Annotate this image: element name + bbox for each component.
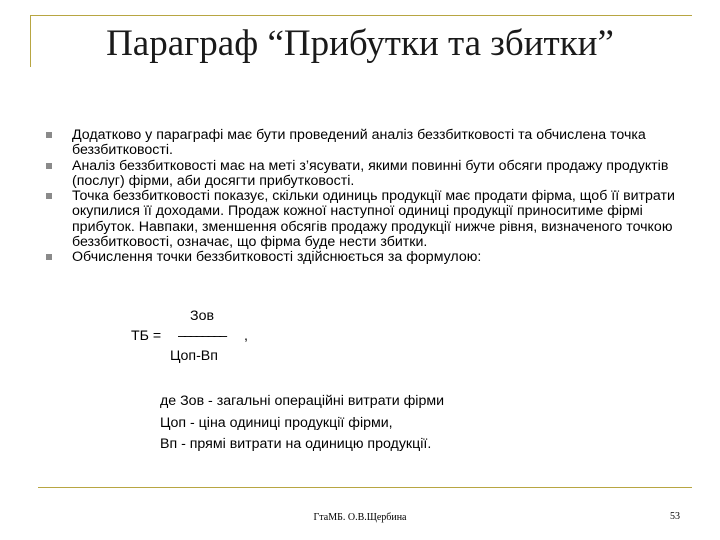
bullet-square-icon xyxy=(46,163,52,169)
definition-line: Вп - прямі витрати на одиницю продукції. xyxy=(160,436,432,452)
bullet-square-icon xyxy=(46,193,52,199)
formula-fraction-bar: –––––––– xyxy=(178,328,226,344)
bullet-list xyxy=(46,128,686,266)
definition-line: де Зов - загальні операційні витрати фірми xyxy=(160,393,445,409)
top-horizontal-rule xyxy=(30,15,692,16)
formula-definitions xyxy=(160,391,444,456)
bullet-text: Аналіз беззбитковості має на меті з’ясувати, якими повинні бути обсяги продажу продуктів (послуг) фірми, аби досягти прибутковості. xyxy=(72,157,669,189)
bullet-item xyxy=(46,159,686,190)
bullet-item xyxy=(46,189,686,250)
formula-lhs: ТБ = xyxy=(131,328,162,344)
bullet-text: Точка беззбитковості показує, скільки одиниць продукції має продати фірма, щоб її витрати окупилися її доходами. Продаж кожної наступної одиниці продукції приноситиме фірмі прибуток. Навпаки, зменшення обсягів продажу продукції нижче рівня, визначеного точкою беззбитковості, означає, що фірма буде нести збитки. xyxy=(72,188,675,251)
bullet-item xyxy=(46,128,686,159)
bullet-text: Обчислення точки беззбитковості здійснюється за формулою: xyxy=(72,249,482,266)
bottom-horizontal-rule xyxy=(38,487,692,488)
bullet-text: Додатково у параграфі має бути проведений аналіз беззбитковості та обчислена точка беззбитковості. xyxy=(72,127,646,159)
definition-line: Цоп - ціна одиниці продукції фірми, xyxy=(160,414,393,431)
formula-numerator: Зов xyxy=(190,308,214,324)
formula-comma: , xyxy=(244,328,248,344)
bullet-square-icon xyxy=(46,132,52,138)
slide-title: Параграф “Прибутки та збитки” xyxy=(106,23,614,64)
formula-denominator: Цоп-Вп xyxy=(170,348,218,364)
bullet-item xyxy=(46,250,686,265)
page-number: 53 xyxy=(670,511,680,522)
bullet-square-icon xyxy=(46,254,52,260)
footer-author: ГтаМБ. О.В.Щербина xyxy=(313,512,407,523)
